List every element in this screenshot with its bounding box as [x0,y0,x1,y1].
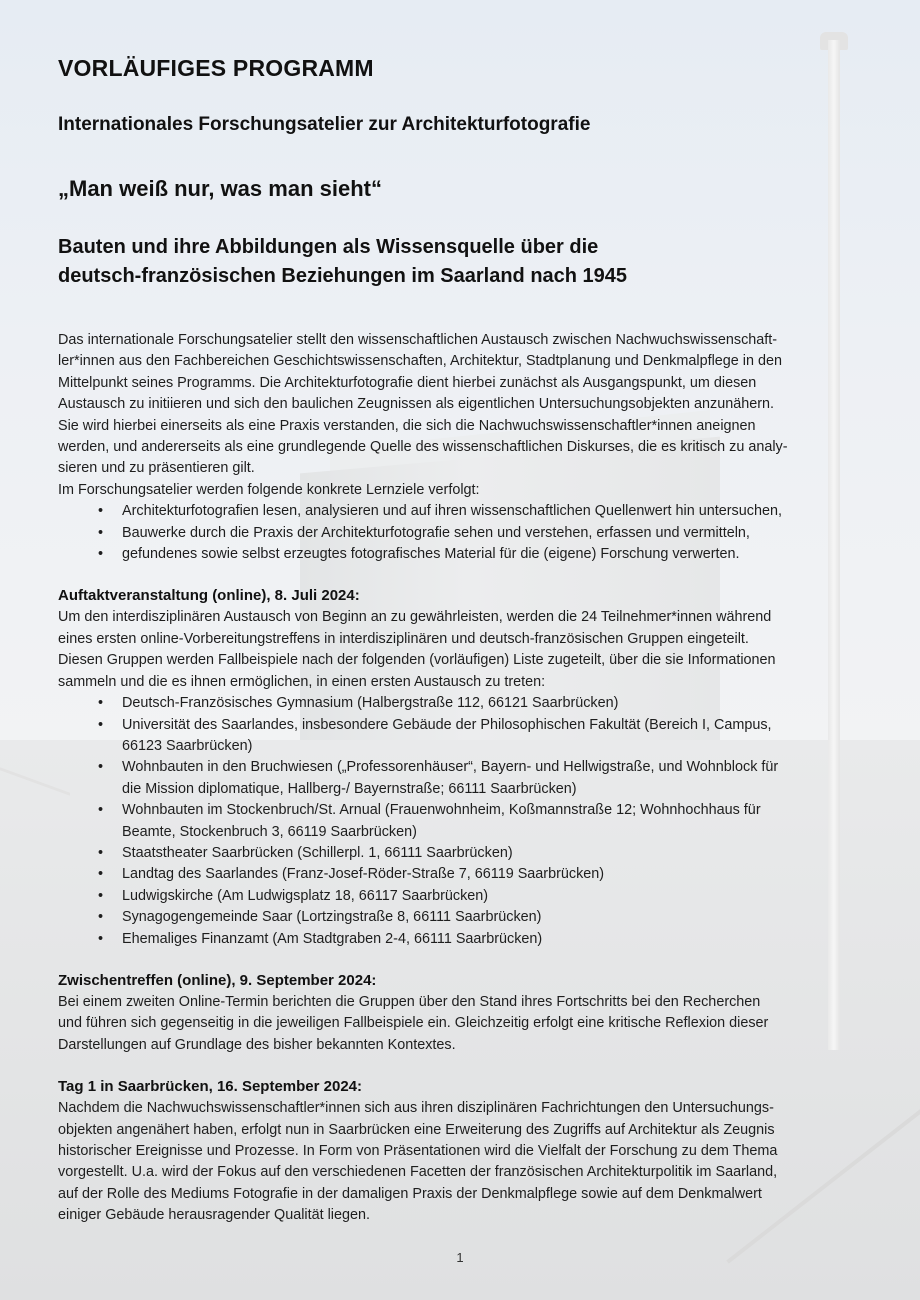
list-item-text: • Ehemaliges Finanzamt (Am Stadtgraben 2-4, 66111 Saarbrücken) [122,930,543,947]
paragraph-line: Um den interdisziplinären Austausch von Beginn an zu gewährleisten, werden die 24 Teilnehmer*innen während [58,609,772,626]
intro-line: werden, und andererseits als eine grundlegende Quelle des wissenschaftlichen Diskurses, die es kritisch zu analy- [58,439,788,456]
list-item-text: • Landtag des Saarlandes (Franz-Josef-Röder-Straße 7, 66119 Saarbrücken) [122,866,605,883]
paragraph-line: Diesen Gruppen werden Fallbeispiele nach der folgenden (vorläufigen) Liste zugeteilt, über die sie Informationen [58,652,776,669]
paragraph-line: Bei einem zweiten Online-Termin berichten die Gruppen über den Stand ihres Fortschritts bei den Recherchen [58,993,761,1010]
intro-line: Austausch zu initiieren und sich den baulichen Zeugnissen als eigentlichen Untersuchungsobjekten anzunähern. [58,396,775,413]
paragraph-line: historischer Ereignisse und Prozesse. In Form von Präsentationen wird die Vielfalt der Forschung zu dem Thema [58,1143,778,1159]
list-item-text: • Wohnbauten in den Bruchwiesen („Professorenhäuser“, Bayern- und Hellwigstraße, und Wohnblock für [122,759,779,776]
list-item [58,757,868,800]
paragraph-line: vorgestellt. U.a. wird der Fokus auf den verschiedenen Facetten der französischen Architekturpolitik im Saarland, [58,1164,778,1181]
list-item-text: • Architekturfotografien lesen, analysieren und auf ihren wissenschaftlichen Quellenwert hin untersuchen, [122,503,782,520]
paragraph-line: und führen sich gegenseitig in die jeweiligen Fallbeispiele ein. Gleichzeitig erfolgt eine kritische Reflexion dieser [58,1015,769,1032]
list-item [58,544,868,565]
list-item-text: • Universität des Saarlandes, insbesondere Gebäude der Philosophischen Fakultät (Bereich I, Campus, [122,716,772,733]
list-item-text: die Mission diplomatique, Hallberg-/ Bayernstraße; 66111 Saarbrücken) [122,780,577,797]
section-heading: Tag 1 in Saarbrücken, 16. September 2024: [58,1078,363,1096]
section-paragraph [58,1098,868,1226]
paragraph-line: sammeln und die es ihnen ermöglichen, in einen ersten Austausch zu treten: [58,673,546,690]
list-item [58,907,868,928]
list-item [58,523,868,544]
topic-line: Bauten und ihre Abbildungen als Wissensquelle über die [58,236,599,258]
goals-intro: Im Forschungsatelier werden folgende konkrete Lernziele verfolgt: [58,481,480,498]
list-item-text: • Synagogengemeinde Saar (Lortzingstraße 8, 66111 Saarbrücken) [122,909,542,926]
section-heading: Zwischentreffen (online), 9. September 2024: [58,971,377,989]
list-item-text: • Deutsch-Französisches Gymnasium (Halbergstraße 112, 66121 Saarbrücken) [122,695,619,712]
list-item [58,501,868,522]
section-paragraph [58,992,868,1056]
page-subtitle: Internationales Forschungsatelier zur Architekturfotografie [58,114,591,135]
list-item-text: • gefundenes sowie selbst erzeugtes fotografisches Material für die (eigene) Forschung verwerten. [122,546,740,563]
paragraph-line: einiger Gebäude herausragender Qualität liegen. [58,1207,371,1224]
page-number: 1 [456,1250,464,1265]
list-item [58,800,868,843]
intro-line: ler*innen aus den Fachbereichen Geschichtswissenschaften, Architektur, Stadtplanung und Denkmalpflege in den [58,353,782,370]
paragraph-line: objekten angenähert haben, erfolgt nun in Saarbrücken eine Erweiterung des Zugriffs auf Architektur als Zeugnis [58,1121,775,1138]
paragraph-line: auf der Rolle des Mediums Fotografie in der damaligen Praxis der Denkmalpflege sowie auf dem Denkmalwert [58,1185,762,1202]
paragraph-line: Darstellungen auf Grundlage des bisher bekannten Kontextes. [58,1036,456,1053]
list-item [58,843,868,864]
list-item [58,715,868,758]
topic-line: deutsch-französischen Beziehungen im Saarland nach 1945 [58,265,628,287]
list-item [58,693,868,714]
page-title: VORLÄUFIGES PROGRAMM [58,55,374,81]
list-item-text: 66123 Saarbrücken) [122,737,253,754]
intro-line: Mittelpunkt seines Programms. Die Architekturfotografie dient hierbei zunächst als Ausgangspunkt, um diesen [58,374,757,391]
intro-line: Das internationale Forschungsatelier stellt den wissenschaftlichen Austausch zwischen Nachwuchswissenschaft- [58,332,778,348]
paragraph-line: eines ersten online-Vorbereitungstreffens in interdisziplinären und deutsch-französischen Gruppen eingeteilt. [58,630,749,647]
goals-list [58,501,868,565]
paragraph-line: Nachdem die Nachwuchswissenschaftler*innen sich aus ihren disziplinären Fachrichtungen den Untersuchungs- [58,1100,774,1117]
intro-line: Sie wird hierbei einerseits als eine Praxis verstanden, die sich die Nachwuchswissenschaftler*innen aneignen [58,417,756,434]
list-item [58,929,868,950]
section-heading: Auftaktveranstaltung (online), 8. Juli 2024: [58,587,360,605]
section-paragraph [58,607,868,693]
program-quote: „Man weiß nur, was man sieht“ [58,176,382,201]
list-item-text: • Ludwigskirche (Am Ludwigsplatz 18, 66117 Saarbrücken) [122,887,489,904]
list-item-text: • Bauwerke durch die Praxis der Architekturfotografie sehen und verstehen, erfassen und vermitteln, [122,524,750,541]
document-body [58,330,868,1227]
list-item-text: • Wohnbauten im Stockenbruch/St. Arnual (Frauenwohnheim, Koßmannstraße 12; Wohnhochhaus für [122,802,761,819]
list-item [58,864,868,885]
intro-paragraph [58,330,868,501]
program-topic [58,233,818,291]
intro-line: sieren und zu präsentieren gilt. [58,460,255,477]
list-item-text: • Staatstheater Saarbrücken (Schillerpl. 1, 66111 Saarbrücken) [122,844,513,861]
case-study-list [58,693,868,950]
list-item-text: Beamte, Stockenbruch 3, 66119 Saarbrücken) [122,823,417,840]
list-item [58,886,868,907]
